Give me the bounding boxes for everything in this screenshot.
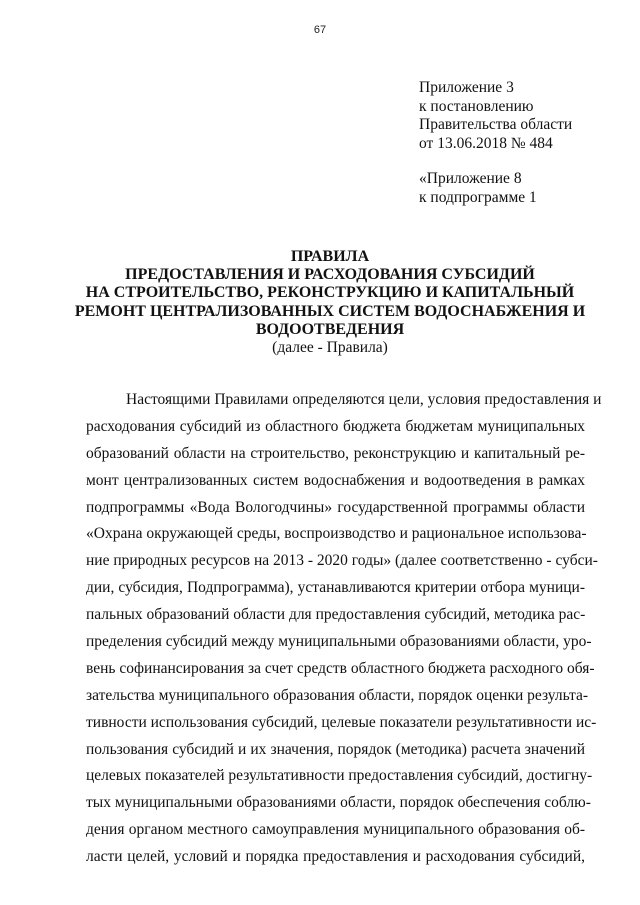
body-line: монт централизованных систем водоснабжения и водоотведения в рамках [86, 471, 585, 489]
body-paragraph [86, 390, 602, 874]
body-line: ние природных ресурсов на 2013 - 2020 годы» (далее соответственно - субси- [86, 552, 598, 570]
appendix-line: от 13.06.2018 № 484 [419, 135, 553, 153]
body-line: дии, субсидия, Подпрограмма), устанавливаются критерии отбора муници- [86, 579, 585, 597]
body-line: пальных образований области для предоставления субсидий, методика рас- [86, 606, 586, 624]
title-line: РЕМОНТ ЦЕНТРАЛИЗОВАННЫХ СИСТЕМ ВОДОСНАБЖЕНИЯ И [74, 302, 586, 320]
body-line: тых муниципальными образованиями области, порядок обеспечения соблю- [86, 794, 591, 812]
title-line: НА СТРОИТЕЛЬСТВО, РЕКОНСТРУКЦИЮ И КАПИТАЛЬНЫЙ [85, 284, 575, 302]
body-line: целевых показателей результативности предоставления субсидий, достигну- [86, 767, 593, 785]
appendix-line: Правительства области [419, 116, 573, 134]
body-line: ласти целей, условий и порядка предоставления и расходования субсидий, [86, 848, 585, 866]
body-line: подпрограммы «Вода Вологодчины» государственной программы области [86, 498, 585, 516]
appendix-line: к постановлению [419, 97, 534, 115]
page-number: 67 [313, 24, 327, 36]
body-line: зательства муниципального образования области, порядок оценки результа- [86, 686, 589, 704]
body-line: пределения субсидий между муниципальными образованиями области, уро- [86, 633, 592, 651]
appendix-line: Приложение 3 [419, 79, 514, 96]
body-line: Настоящими Правилами определяются цели, условия предоставления и [126, 391, 602, 408]
body-line: пользования субсидий и их значения, порядок (методика) расчета значений [86, 740, 585, 758]
appendix-spacer [419, 154, 572, 170]
document-subtitle: (далее - Правила) [272, 339, 388, 356]
body-line: образований области на строительство, реконструкцию и капитальный ре- [86, 444, 585, 462]
body-line: «Охрана окружающей среды, воспроизводство и рациональное использова- [86, 525, 587, 543]
appendix-line: к подпрограмме 1 [419, 188, 537, 206]
body-line: тивности использования субсидий, целевые показатели результативности ис- [86, 713, 597, 731]
body-line: дения органом местного самоуправления муниципального образования об- [86, 821, 585, 839]
document-title [60, 248, 600, 339]
title-line: ПРЕДОСТАВЛЕНИЯ И РАСХОДОВАНИЯ СУБСИДИЙ [125, 266, 535, 284]
title-line: ВОДООТВЕДЕНИЯ [255, 320, 405, 338]
appendix-note [419, 79, 572, 207]
title-line: ПРАВИЛА [290, 248, 370, 265]
body-line: расходования субсидий из областного бюджета бюджетам муниципальных [86, 417, 585, 435]
body-line: вень софинансирования за счет средств областного бюджета расходного обя- [86, 659, 595, 677]
appendix-line: «Приложение 8 [419, 169, 522, 187]
